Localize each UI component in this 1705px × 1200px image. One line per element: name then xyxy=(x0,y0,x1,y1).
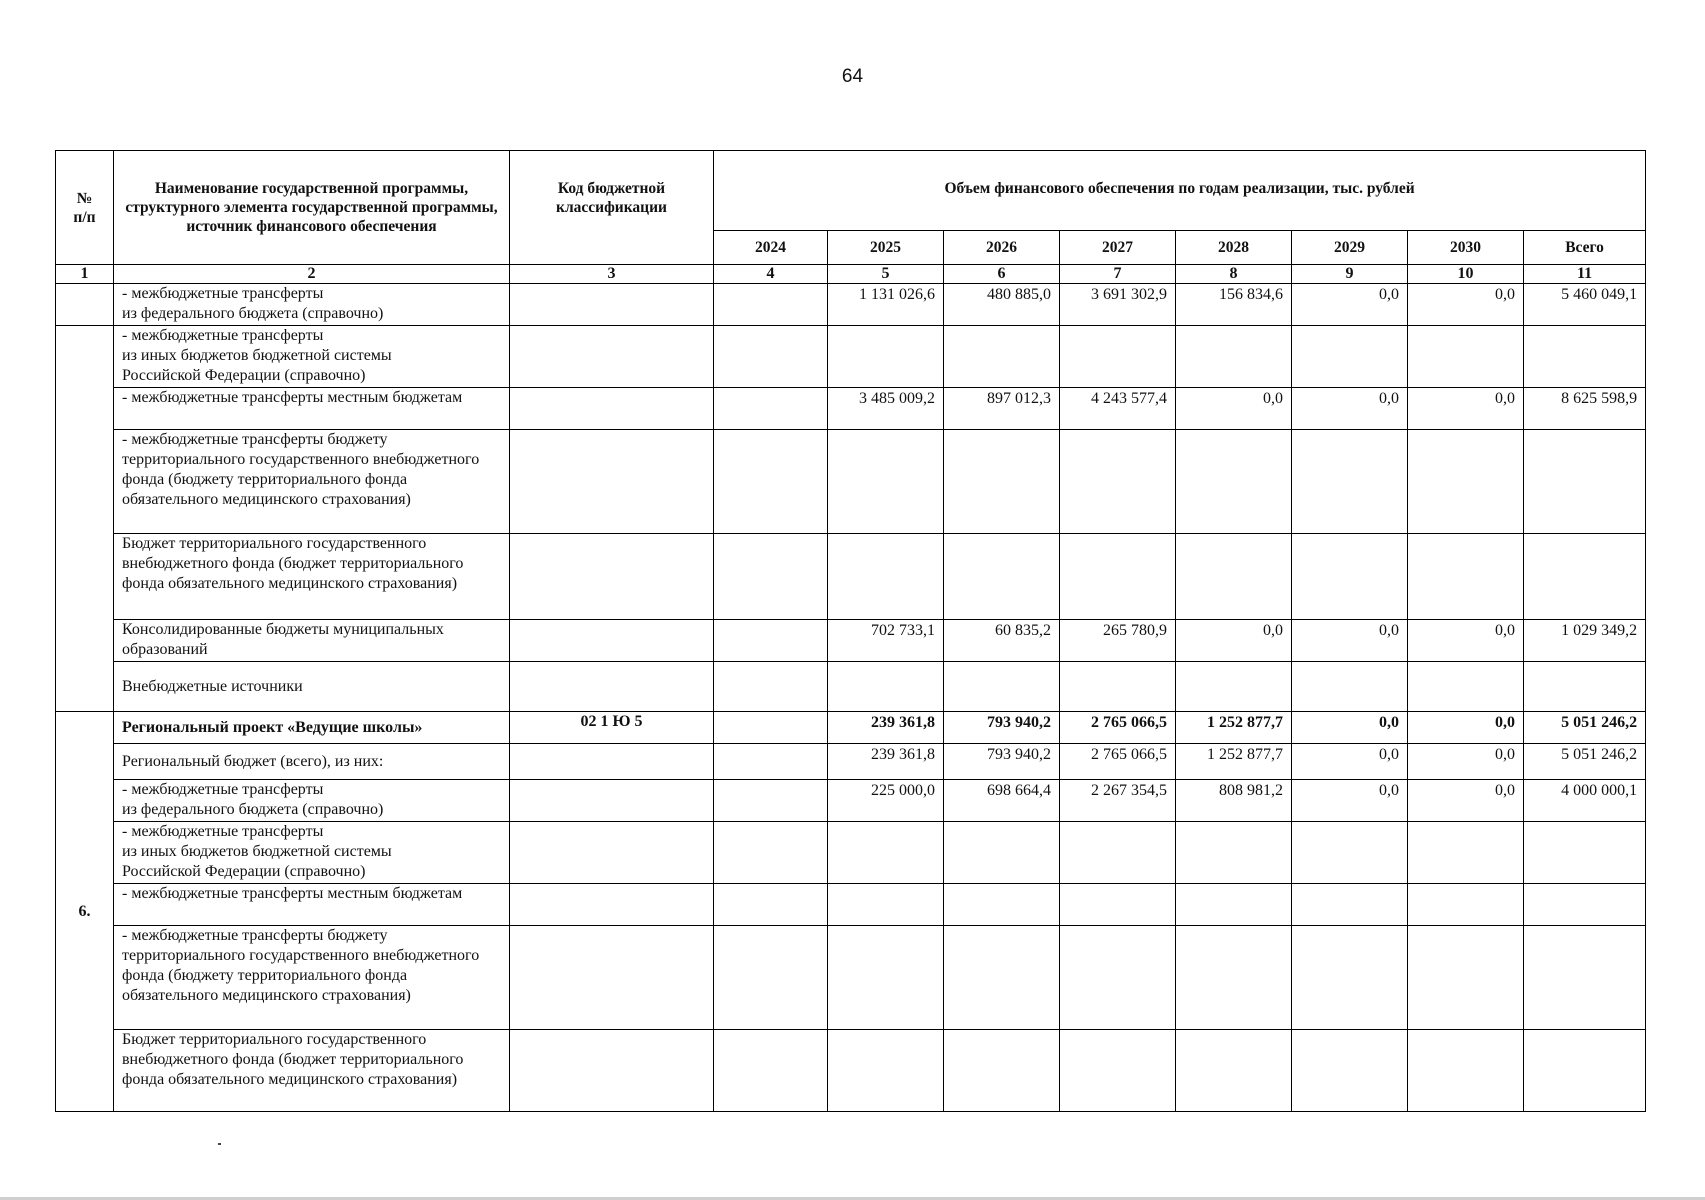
source-name: Бюджет территориального государственного внебюджетного фонда (бюджет территориального фонда обязательного медицинского страхования) xyxy=(114,1030,510,1112)
header-name: Наименование государственной программы, структурного элемента государственной программы, источник финансового обеспечения xyxy=(114,151,510,265)
table-row xyxy=(56,430,1646,534)
budget-code xyxy=(510,780,714,822)
amount-cell xyxy=(1060,822,1176,884)
amount-cell xyxy=(828,662,944,712)
scan-mark xyxy=(218,1143,221,1145)
amount-cell xyxy=(944,822,1060,884)
amount-cell: 2 267 354,5 xyxy=(1060,780,1176,822)
amount-cell xyxy=(944,1030,1060,1112)
amount-cell: 480 885,0 xyxy=(944,284,1060,326)
amount-cell: 5 460 049,1 xyxy=(1524,284,1646,326)
amount-cell xyxy=(714,780,828,822)
amount-cell xyxy=(1060,430,1176,534)
column-number: 3 xyxy=(510,265,714,284)
header-total: Всего xyxy=(1524,231,1646,265)
amount-cell xyxy=(1524,326,1646,388)
amount-cell: 702 733,1 xyxy=(828,620,944,662)
amount-cell xyxy=(1524,926,1646,1030)
amount-cell xyxy=(1176,326,1292,388)
budget-code xyxy=(510,884,714,926)
source-name: - межбюджетные трансферты бюджету территориального государственного внебюджетного фонда (бюджету территориального фонда обязательного медицинского страхования) xyxy=(114,926,510,1030)
header-year: 2026 xyxy=(944,231,1060,265)
budget-code xyxy=(510,822,714,884)
row-number: 6. xyxy=(56,712,114,1112)
amount-cell: 793 940,2 xyxy=(944,712,1060,744)
amount-cell: 5 051 246,2 xyxy=(1524,712,1646,744)
budget-code xyxy=(510,388,714,430)
table-row xyxy=(56,326,1646,388)
budget-code xyxy=(510,620,714,662)
column-number: 8 xyxy=(1176,265,1292,284)
amount-cell: 0,0 xyxy=(1292,712,1408,744)
amount-cell: 808 981,2 xyxy=(1176,780,1292,822)
amount-cell xyxy=(714,744,828,780)
column-number: 6 xyxy=(944,265,1060,284)
source-name: - межбюджетные трансферты бюджету территориального государственного внебюджетного фонда (бюджету территориального фонда обязательного медицинского страхования) xyxy=(114,430,510,534)
header-num: № п/п xyxy=(56,151,114,265)
header-finance: Объем финансового обеспечения по годам реализации, тыс. рублей xyxy=(714,151,1646,231)
amount-cell xyxy=(1060,534,1176,620)
budget-code xyxy=(510,744,714,780)
amount-cell xyxy=(944,884,1060,926)
amount-cell xyxy=(1408,884,1524,926)
source-name: - межбюджетные трансферты из иных бюджетов бюджетной системы Российской Федерации (справочно) xyxy=(114,326,510,388)
amount-cell xyxy=(1524,662,1646,712)
column-number: 7 xyxy=(1060,265,1176,284)
column-number: 11 xyxy=(1524,265,1646,284)
amount-cell xyxy=(1176,822,1292,884)
amount-cell: 265 780,9 xyxy=(1060,620,1176,662)
amount-cell xyxy=(828,326,944,388)
header-year: 2029 xyxy=(1292,231,1408,265)
amount-cell xyxy=(828,822,944,884)
table-row xyxy=(56,780,1646,822)
amount-cell xyxy=(944,534,1060,620)
table-row xyxy=(56,712,1646,744)
amount-cell: 60 835,2 xyxy=(944,620,1060,662)
budget-code xyxy=(510,534,714,620)
amount-cell xyxy=(828,926,944,1030)
amount-cell xyxy=(1176,534,1292,620)
header-year: 2024 xyxy=(714,231,828,265)
budget-code xyxy=(510,662,714,712)
amount-cell xyxy=(1292,822,1408,884)
budget-code: 02 1 Ю 5 xyxy=(510,712,714,744)
amount-cell: 8 625 598,9 xyxy=(1524,388,1646,430)
amount-cell: 239 361,8 xyxy=(828,712,944,744)
amount-cell xyxy=(1408,822,1524,884)
amount-cell: 0,0 xyxy=(1176,620,1292,662)
amount-cell: 2 765 066,5 xyxy=(1060,744,1176,780)
financing-table xyxy=(55,150,1646,1112)
amount-cell: 1 252 877,7 xyxy=(1176,712,1292,744)
amount-cell xyxy=(1060,926,1176,1030)
source-name: - межбюджетные трансферты местным бюджетам xyxy=(114,388,510,430)
amount-cell xyxy=(714,534,828,620)
amount-cell: 897 012,3 xyxy=(944,388,1060,430)
amount-cell xyxy=(1060,1030,1176,1112)
amount-cell xyxy=(714,620,828,662)
amount-cell xyxy=(828,1030,944,1112)
amount-cell: 793 940,2 xyxy=(944,744,1060,780)
budget-code xyxy=(510,326,714,388)
amount-cell xyxy=(944,926,1060,1030)
amount-cell: 0,0 xyxy=(1408,744,1524,780)
table-row xyxy=(56,534,1646,620)
amount-cell: 0,0 xyxy=(1292,780,1408,822)
amount-cell: 0,0 xyxy=(1408,388,1524,430)
amount-cell xyxy=(944,326,1060,388)
amount-cell xyxy=(1292,1030,1408,1112)
amount-cell xyxy=(714,388,828,430)
amount-cell xyxy=(1292,430,1408,534)
source-name: Региональный бюджет (всего), из них: xyxy=(114,744,510,780)
amount-cell xyxy=(944,662,1060,712)
amount-cell xyxy=(1176,662,1292,712)
header-year: 2030 xyxy=(1408,231,1524,265)
amount-cell xyxy=(1524,822,1646,884)
amount-cell xyxy=(1408,1030,1524,1112)
amount-cell: 0,0 xyxy=(1408,780,1524,822)
amount-cell xyxy=(1176,430,1292,534)
column-number: 5 xyxy=(828,265,944,284)
amount-cell: 698 664,4 xyxy=(944,780,1060,822)
amount-cell: 0,0 xyxy=(1408,620,1524,662)
amount-cell: 156 834,6 xyxy=(1176,284,1292,326)
amount-cell xyxy=(1408,326,1524,388)
amount-cell: 0,0 xyxy=(1408,284,1524,326)
source-name: Внебюджетные источники xyxy=(114,662,510,712)
column-number-row xyxy=(56,265,1646,284)
amount-cell xyxy=(714,1030,828,1112)
header-year: 2027 xyxy=(1060,231,1176,265)
amount-cell xyxy=(1292,326,1408,388)
header-year: 2025 xyxy=(828,231,944,265)
amount-cell xyxy=(1292,662,1408,712)
table-row xyxy=(56,662,1646,712)
header-code: Код бюджетной классификации xyxy=(510,151,714,265)
amount-cell xyxy=(1176,1030,1292,1112)
amount-cell xyxy=(1408,430,1524,534)
amount-cell xyxy=(1524,430,1646,534)
amount-cell xyxy=(714,430,828,534)
column-number: 2 xyxy=(114,265,510,284)
amount-cell xyxy=(1060,662,1176,712)
amount-cell: 5 051 246,2 xyxy=(1524,744,1646,780)
amount-cell xyxy=(1408,534,1524,620)
amount-cell xyxy=(1176,926,1292,1030)
amount-cell: 0,0 xyxy=(1408,712,1524,744)
row-number xyxy=(56,284,114,326)
column-number: 1 xyxy=(56,265,114,284)
amount-cell xyxy=(1060,326,1176,388)
page-number: 64 xyxy=(841,66,864,87)
column-number: 9 xyxy=(1292,265,1408,284)
amount-cell xyxy=(1524,884,1646,926)
amount-cell xyxy=(1292,534,1408,620)
amount-cell xyxy=(1176,884,1292,926)
source-name: - межбюджетные трансферты из федерального бюджета (справочно) xyxy=(114,780,510,822)
amount-cell: 0,0 xyxy=(1176,388,1292,430)
amount-cell xyxy=(714,284,828,326)
amount-cell xyxy=(714,326,828,388)
amount-cell: 4 243 577,4 xyxy=(1060,388,1176,430)
table-row xyxy=(56,884,1646,926)
amount-cell: 0,0 xyxy=(1292,388,1408,430)
amount-cell: 3 691 302,9 xyxy=(1060,284,1176,326)
amount-cell: 3 485 009,2 xyxy=(828,388,944,430)
source-name: - межбюджетные трансферты из иных бюджетов бюджетной системы Российской Федерации (справочно) xyxy=(114,822,510,884)
amount-cell xyxy=(1292,884,1408,926)
amount-cell xyxy=(828,430,944,534)
source-name: Региональный проект «Ведущие школы» xyxy=(114,712,510,744)
amount-cell: 1 029 349,2 xyxy=(1524,620,1646,662)
budget-code xyxy=(510,430,714,534)
amount-cell: 0,0 xyxy=(1292,744,1408,780)
amount-cell xyxy=(714,822,828,884)
budget-code xyxy=(510,926,714,1030)
amount-cell xyxy=(1408,662,1524,712)
source-name: Бюджет территориального государственного внебюджетного фонда (бюджет территориального фонда обязательного медицинского страхования) xyxy=(114,534,510,620)
amount-cell: 1 252 877,7 xyxy=(1176,744,1292,780)
amount-cell: 4 000 000,1 xyxy=(1524,780,1646,822)
amount-cell xyxy=(828,534,944,620)
source-name: Консолидированные бюджеты муниципальных образований xyxy=(114,620,510,662)
amount-cell xyxy=(1292,926,1408,1030)
budget-code xyxy=(510,1030,714,1112)
amount-cell: 225 000,0 xyxy=(828,780,944,822)
amount-cell xyxy=(1408,926,1524,1030)
header-year: 2028 xyxy=(1176,231,1292,265)
column-number: 4 xyxy=(714,265,828,284)
table-body xyxy=(56,284,1646,1112)
amount-cell: 2 765 066,5 xyxy=(1060,712,1176,744)
table-row xyxy=(56,284,1646,326)
table-row xyxy=(56,744,1646,780)
table-row xyxy=(56,1030,1646,1112)
source-name: - межбюджетные трансферты местным бюджетам xyxy=(114,884,510,926)
table-row xyxy=(56,620,1646,662)
amount-cell xyxy=(828,884,944,926)
table-row xyxy=(56,388,1646,430)
table-row xyxy=(56,822,1646,884)
amount-cell xyxy=(714,712,828,744)
amount-cell: 0,0 xyxy=(1292,620,1408,662)
budget-code xyxy=(510,284,714,326)
amount-cell: 239 361,8 xyxy=(828,744,944,780)
source-name: - межбюджетные трансферты из федерального бюджета (справочно) xyxy=(114,284,510,326)
table-row xyxy=(56,926,1646,1030)
amount-cell: 1 131 026,6 xyxy=(828,284,944,326)
amount-cell xyxy=(714,662,828,712)
amount-cell: 0,0 xyxy=(1292,284,1408,326)
column-number: 10 xyxy=(1408,265,1524,284)
amount-cell xyxy=(714,884,828,926)
amount-cell xyxy=(1524,534,1646,620)
amount-cell xyxy=(714,926,828,1030)
amount-cell xyxy=(1524,1030,1646,1112)
amount-cell xyxy=(944,430,1060,534)
row-number xyxy=(56,326,114,712)
amount-cell xyxy=(1060,884,1176,926)
